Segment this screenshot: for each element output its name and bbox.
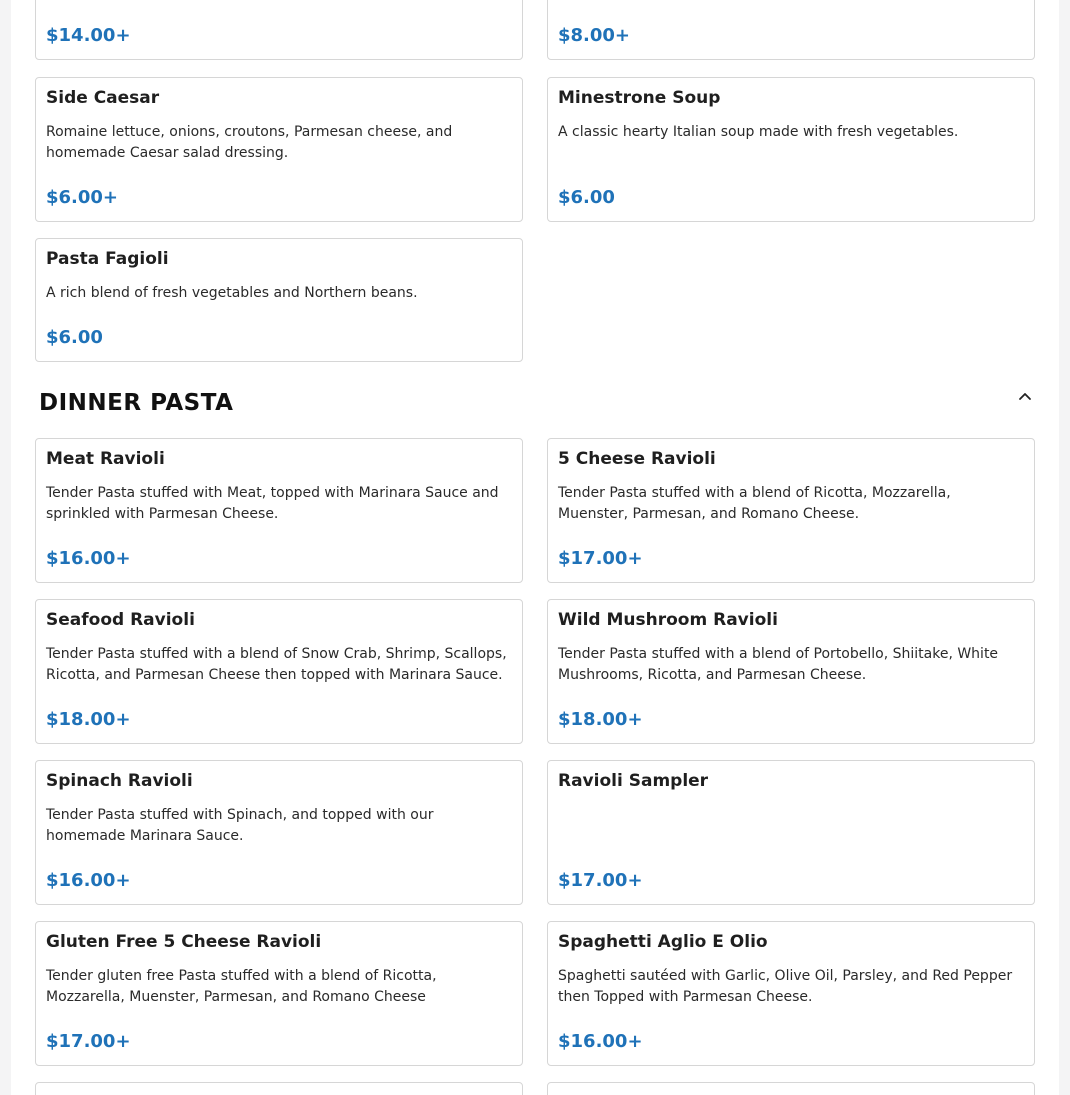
item-description: Tender Pasta stuffed with a blend of Ricotta, Mozzarella, Muenster, Parmesan, and Romano Cheese. xyxy=(558,485,951,522)
item-description: Spaghetti sautéed with Garlic, Olive Oil, Parsley, and Red Pepper then Topped with Parmesan Cheese. xyxy=(558,968,1013,1005)
section-title-dinner-pasta: DINNER PASTA xyxy=(39,390,234,416)
menu-page xyxy=(11,0,1059,1095)
item-price: $17.00+ xyxy=(46,1031,131,1052)
item-price: $17.00+ xyxy=(558,548,643,569)
item-name: Gluten Free 5 Cheese Ravioli xyxy=(46,932,322,952)
menu-item-card[interactable] xyxy=(35,921,523,1066)
menu-item-card[interactable] xyxy=(547,77,1035,222)
item-name: Wild Mushroom Ravioli xyxy=(558,610,778,630)
menu-item-card[interactable] xyxy=(547,0,1035,60)
menu-item-card[interactable] xyxy=(35,77,523,222)
menu-item-card[interactable] xyxy=(547,921,1035,1066)
item-name: Seafood Ravioli xyxy=(46,610,195,630)
item-description: A classic hearty Italian soup made with fresh vegetables. xyxy=(558,124,959,140)
item-description: Tender Pasta stuffed with Meat, topped with Marinara Sauce and sprinkled with Parmesan Cheese. xyxy=(46,485,499,522)
item-price: $6.00+ xyxy=(46,187,119,208)
item-description: Romaine lettuce, onions, croutons, Parmesan cheese, and homemade Caesar salad dressing. xyxy=(46,124,453,161)
chevron-up-icon xyxy=(1013,384,1037,408)
item-description: Tender gluten free Pasta stuffed with a blend of Ricotta, Mozzarella, Muenster, Parmesan, and Romano Cheese xyxy=(46,968,437,1005)
item-price: $6.00 xyxy=(558,187,615,208)
item-price: $8.00+ xyxy=(558,25,631,46)
menu-item-card[interactable] xyxy=(35,0,523,60)
item-price: $16.00+ xyxy=(558,1031,643,1052)
item-name: 5 Cheese Ravioli xyxy=(558,449,716,469)
item-description: Tender Pasta stuffed with a blend of Snow Crab, Shrimp, Scallops, Ricotta, and Parmesan Cheese then topped with Marinara Sauce. xyxy=(46,646,507,683)
menu-item-card[interactable] xyxy=(35,238,523,362)
item-price: $16.00+ xyxy=(46,548,131,569)
menu-item-card[interactable] xyxy=(547,1082,1035,1095)
item-price: $18.00+ xyxy=(558,709,643,730)
item-name: Minestrone Soup xyxy=(558,88,721,108)
item-price: $16.00+ xyxy=(46,870,131,891)
menu-item-card[interactable] xyxy=(35,1082,523,1095)
menu-item-card[interactable] xyxy=(547,599,1035,744)
item-description: Tender Pasta stuffed with Spinach, and topped with our homemade Marinara Sauce. xyxy=(46,807,434,844)
item-name: Meat Ravioli xyxy=(46,449,165,469)
item-description: A rich blend of fresh vegetables and Northern beans. xyxy=(46,285,418,301)
item-name: Spinach Ravioli xyxy=(46,771,193,791)
item-name: Side Caesar xyxy=(46,88,160,108)
menu-item-card[interactable] xyxy=(547,760,1035,905)
item-name: Ravioli Sampler xyxy=(558,771,709,791)
item-price: $18.00+ xyxy=(46,709,131,730)
menu-item-card[interactable] xyxy=(35,438,523,583)
section-collapse-button[interactable] xyxy=(1013,384,1037,408)
menu-item-card[interactable] xyxy=(35,599,523,744)
item-price: $14.00+ xyxy=(46,25,131,46)
item-name: Pasta Fagioli xyxy=(46,249,169,269)
menu-item-card[interactable] xyxy=(35,760,523,905)
item-description: Tender Pasta stuffed with a blend of Portobello, Shiitake, White Mushrooms, Ricotta, and Parmesan Cheese. xyxy=(558,646,999,683)
item-price: $6.00 xyxy=(46,327,103,348)
item-name: Spaghetti Aglio E Olio xyxy=(558,932,768,952)
menu-item-card[interactable] xyxy=(547,438,1035,583)
item-price: $17.00+ xyxy=(558,870,643,891)
